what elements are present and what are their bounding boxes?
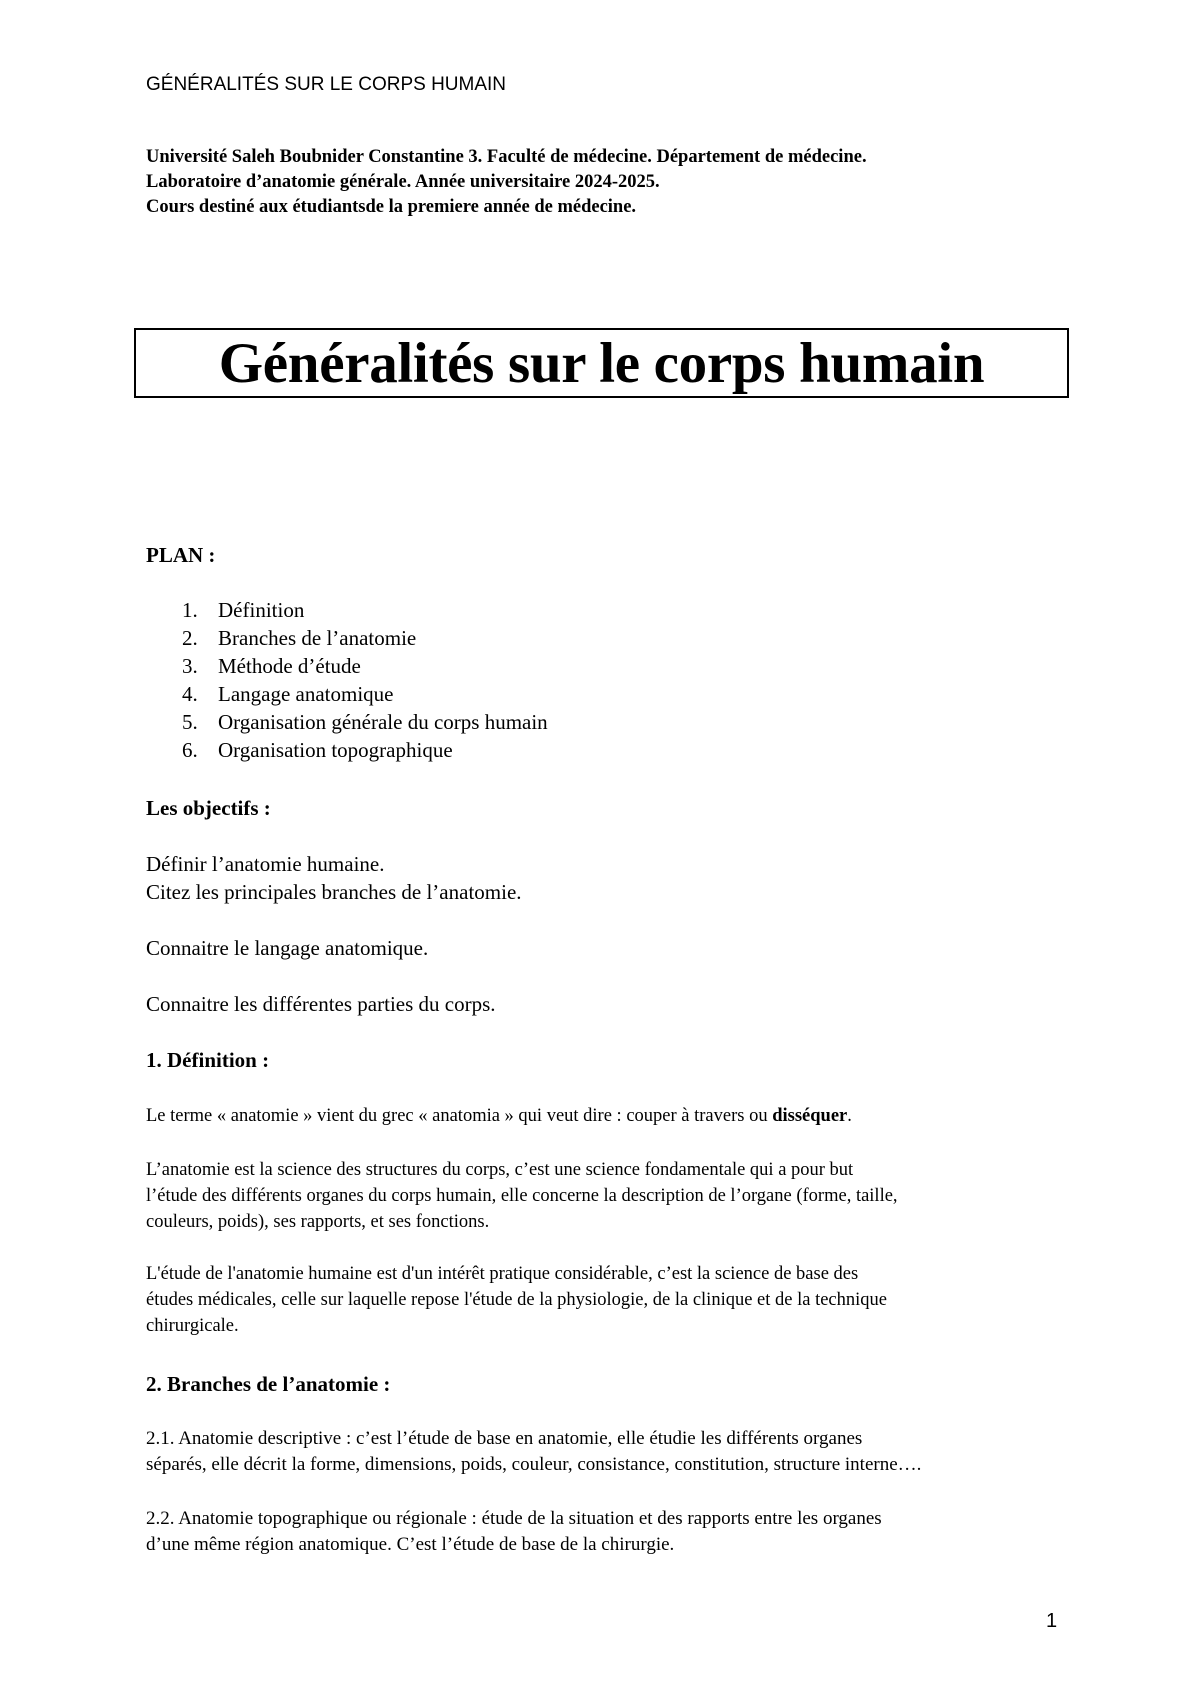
section-1-heading: 1. Définition : (146, 1048, 270, 1072)
paragraph-line: couleurs, poids), ses rapports, et ses fonctions. (146, 1212, 490, 1232)
plan-item (182, 654, 361, 679)
paragraph-line: 2.1. Anatomie descriptive : c’est l’étude de base en anatomie, elle étudie les différents organes (146, 1428, 863, 1449)
plan-item (182, 682, 394, 707)
plan-item-text: Définition (218, 598, 305, 622)
definition-text: Le terme « anatomie » vient du grec « anatomia » qui veut dire : couper à travers ou (146, 1106, 773, 1126)
paragraph-line: chirurgicale. (146, 1316, 239, 1336)
plan-item (182, 710, 548, 735)
objective-line: Connaitre le langage anatomique. (146, 936, 429, 960)
institution-line-1: Université Saleh Boubnider Constantine 3. Faculté de médecine. Département de médecine. (146, 147, 867, 167)
plan-item (182, 626, 416, 651)
paragraph-line: études médicales, celle sur laquelle repose l'étude de la physiologie, de la clinique et de la technique (146, 1290, 887, 1310)
plan-item-number: 4. (182, 682, 198, 706)
objectives-label: Les objectifs : (146, 796, 271, 820)
plan-item-number: 5. (182, 710, 198, 734)
section-2-heading: 2. Branches de l’anatomie : (146, 1372, 391, 1396)
title-box (134, 328, 1069, 398)
plan-item-text: Langage anatomique (218, 682, 394, 706)
paragraph-line: l’étude des différents organes du corps humain, elle concerne la description de l’organe (forme, taille, (146, 1186, 898, 1206)
plan-item-text: Organisation générale du corps humain (218, 710, 548, 734)
paragraph-line: 2.2. Anatomie topographique ou régionale : étude de la situation et des rapports entre les organes (146, 1508, 882, 1529)
document-title: Généralités sur le corps humain (218, 331, 985, 395)
plan-item-number: 2. (182, 626, 198, 650)
paragraph-line: L’anatomie est la science des structures du corps, c’est une science fondamentale qui a pour but (146, 1160, 854, 1180)
plan-item-number: 3. (182, 654, 198, 678)
paragraph-line: L'étude de l'anatomie humaine est d'un intérêt pratique considérable, c’est la science de base des (146, 1264, 859, 1284)
objective-line: Définir l’anatomie humaine. (146, 852, 385, 876)
paragraph-line: séparés, elle décrit la forme, dimensions, poids, couleur, consistance, constitution, structure interne…. (146, 1454, 922, 1475)
plan-item-text: Branches de l’anatomie (218, 626, 417, 650)
plan-item (182, 598, 304, 623)
institution-line-2: Laboratoire d’anatomie générale. Année universitaire 2024-2025. (146, 172, 660, 192)
objective-line: Citez les principales branches de l’anatomie. (146, 880, 522, 904)
running-header: GÉNÉRALITÉS SUR LE CORPS HUMAIN (146, 74, 507, 95)
plan-item (182, 738, 453, 763)
definition-text-end: . (847, 1106, 852, 1126)
plan-item-number: 6. (182, 738, 198, 762)
plan-label: PLAN : (146, 543, 216, 567)
plan-item-text: Méthode d’étude (218, 654, 361, 678)
objective-line: Connaitre les différentes parties du corps. (146, 992, 496, 1016)
definition-bold-term: disséquer (772, 1106, 848, 1126)
page-number: 1 (1046, 1610, 1058, 1632)
plan-item-text: Organisation topographique (218, 738, 453, 762)
institution-line-3: Cours destiné aux étudiantsde la premiere année de médecine. (146, 197, 637, 217)
plan-item-number: 1. (182, 598, 198, 622)
paragraph-line: d’une même région anatomique. C’est l’étude de base de la chirurgie. (146, 1534, 675, 1555)
definition-paragraph-1 (146, 1106, 852, 1127)
